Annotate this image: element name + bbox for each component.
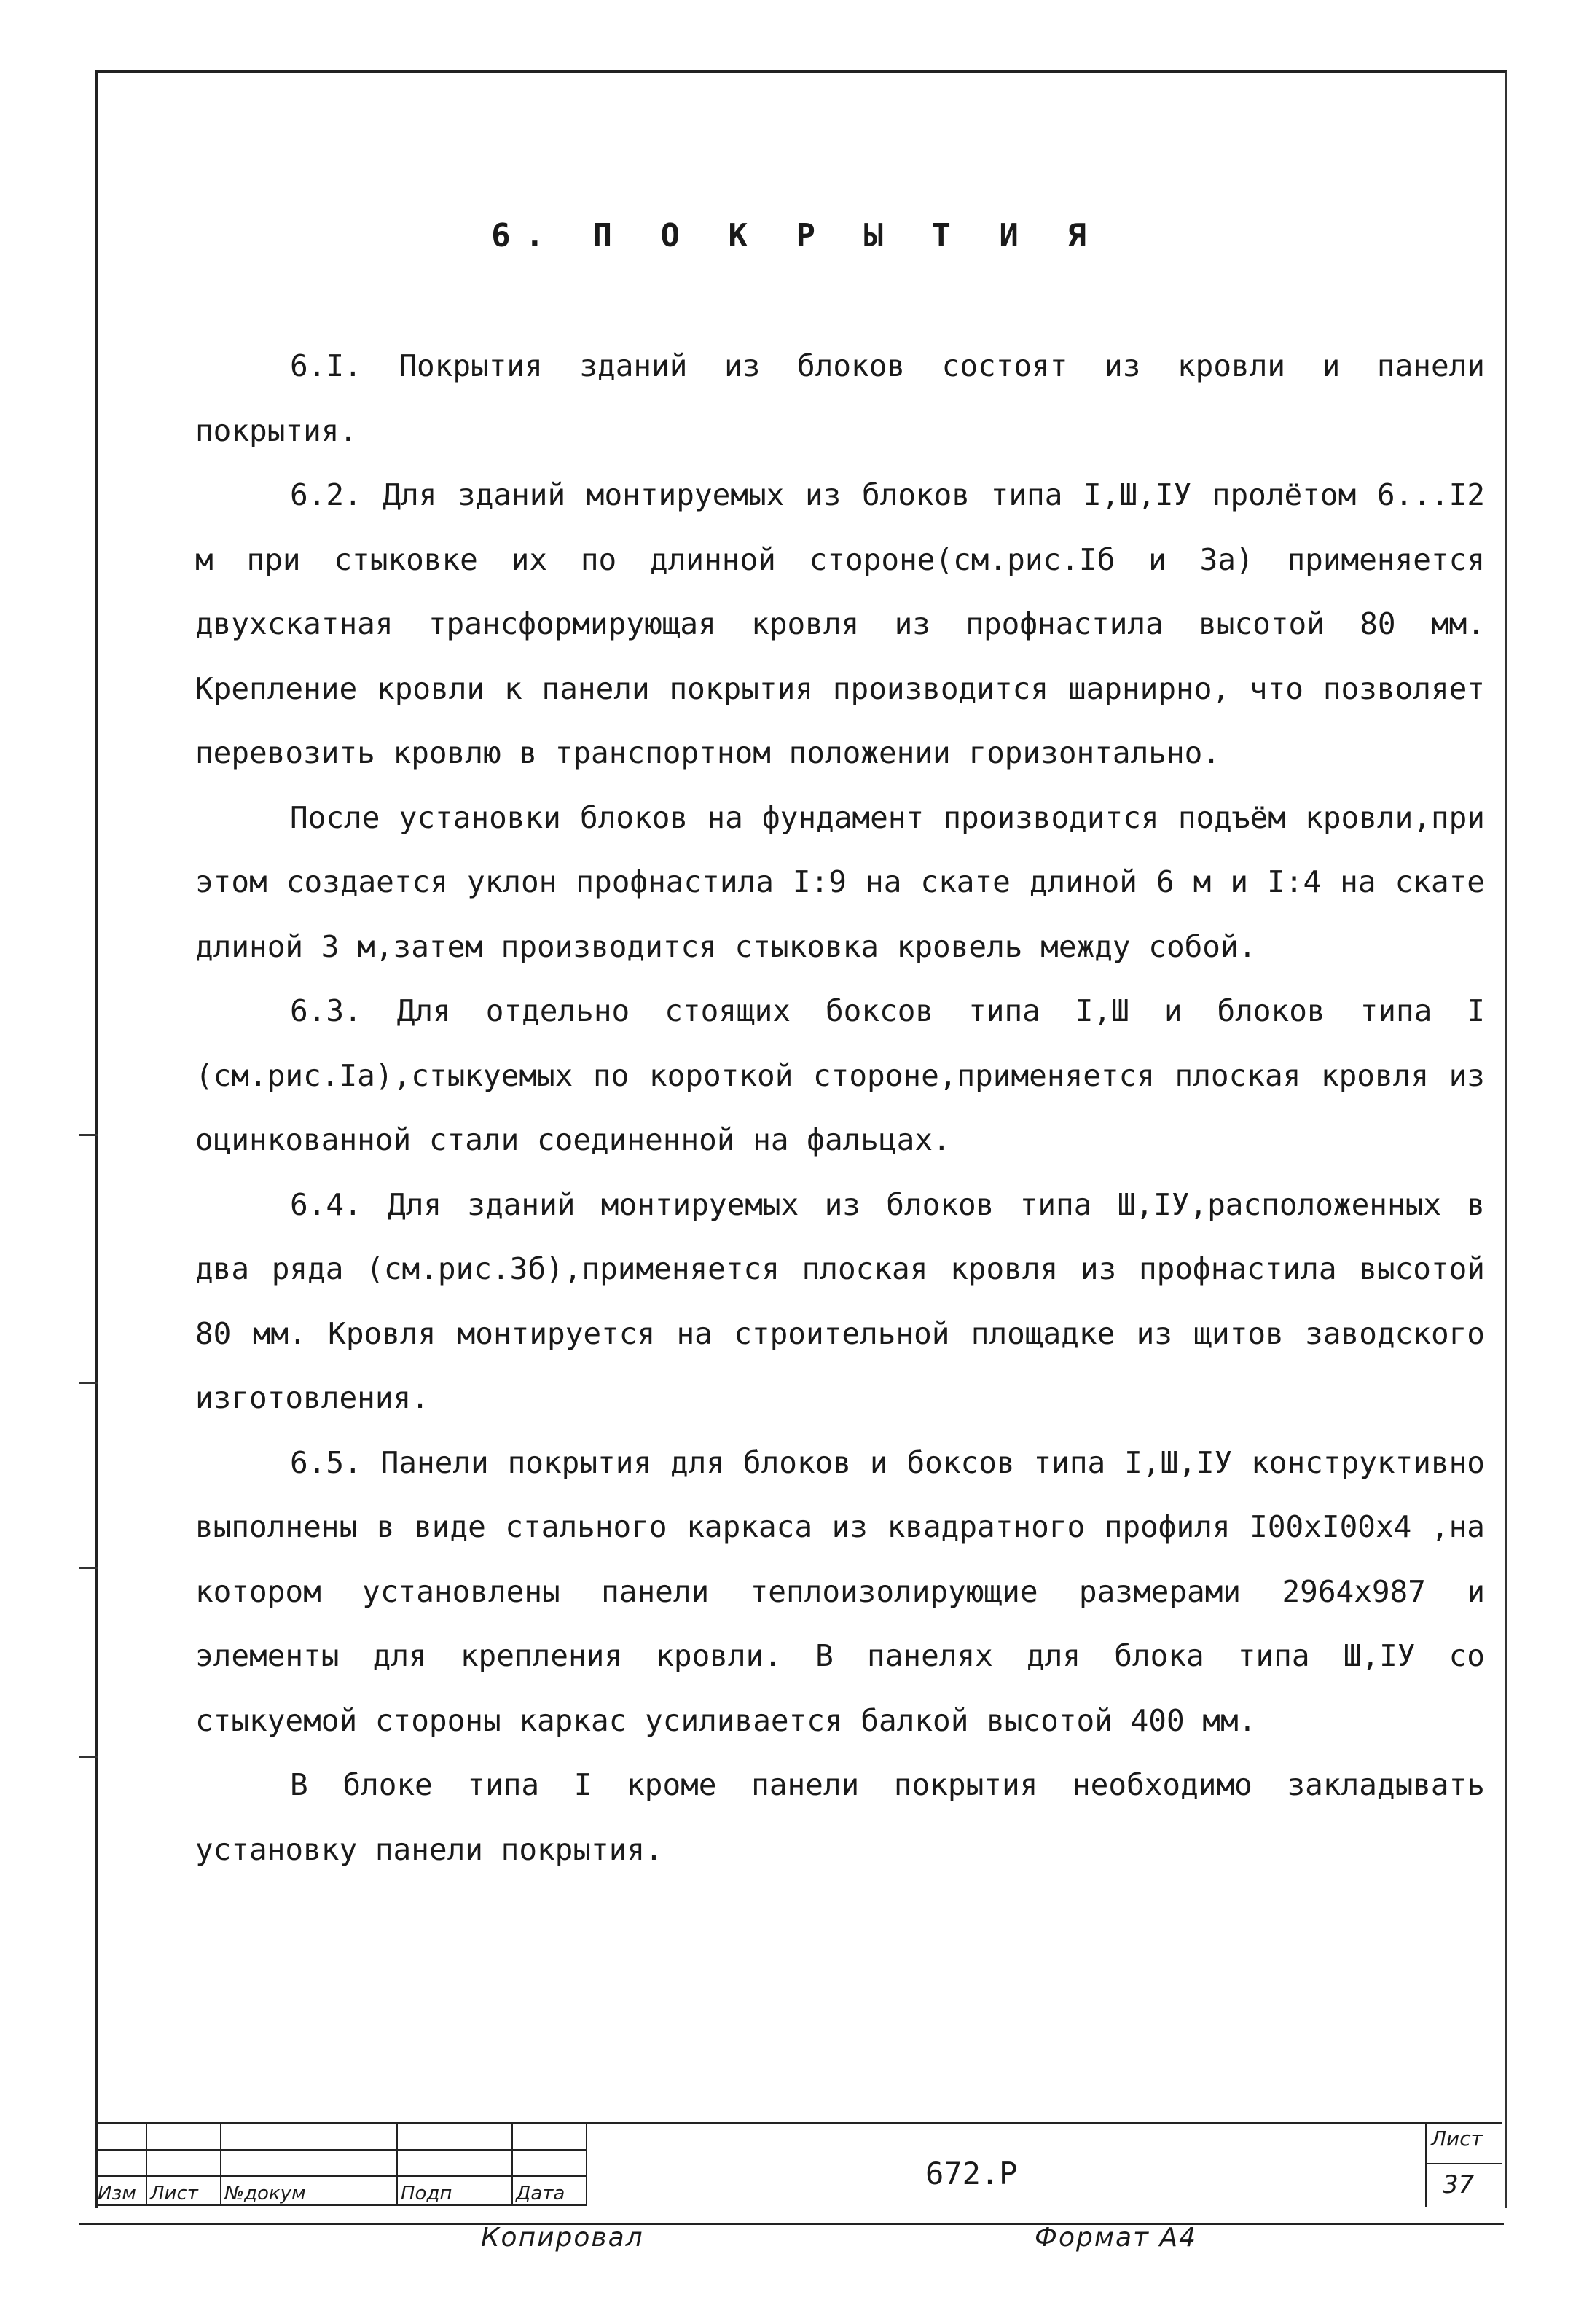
- title-block: [95, 2122, 1502, 2209]
- paragraph: 6.2. Для зданий монтируемых из блоков типа I,Ш,IУ пролётом 6...I2 м при стыковке их по длинной стороне(см.рис.Iб и 3а) применяется двухскатная трансформирующая кровля из профнастила высотой 80 мм. Крепление кровли к панели покрытия производится шарнирно, что позволяет перевозить кровлю в транспортном положении горизонтально.: [195, 477, 1485, 770]
- column-label: Дата: [512, 2176, 587, 2205]
- revision-table: [95, 2124, 587, 2206]
- column-label: Подп: [397, 2176, 512, 2205]
- column-label: Изм: [95, 2176, 146, 2205]
- section-heading: 6. П О К Р Ы Т И Я: [491, 217, 1101, 254]
- paper-format: Формат А4: [1035, 2223, 1198, 2253]
- paragraph: После установки блоков на фундамент производится подъём кровли,при этом создается уклон профнастила I:9 на скате длиной 6 м и I:4 на скате длиной 3 м,затем производится стыковка кровель между собой.: [195, 799, 1485, 964]
- paragraph: 6.I. Покрытия зданий из блоков состоят из кровли и панели покрытия.: [195, 348, 1485, 448]
- paragraph: В блоке типа I кроме панели покрытия необходимо закладывать установку панели покрытия.: [195, 1767, 1485, 1867]
- sheet-box: [1425, 2122, 1502, 2207]
- margin-tick: [79, 1382, 98, 1384]
- paragraph: 6.5. Панели покрытия для блоков и боксов типа I,Ш,IУ конструктивно выполнены в виде стального каркаса из квадратного профиля I00xI00x4 ,на котором установлены панели теплоизолирующие размерами 2964x987 и элементы для крепления кровли. В панелях для блока типа Ш,IУ со стыкуемой стороны каркас усиливается балкой высотой 400 мм.: [195, 1444, 1485, 1738]
- paragraph: 6.4. Для зданий монтируемых из блоков типа Ш,IУ,расположенных в два ряда (см.рис.3б),применяется плоская кровля из профнастила высотой 80 мм. Кровля монтируется на строительной площадке из щитов заводского изготовления.: [195, 1186, 1485, 1415]
- copied-by: Копировал: [481, 2223, 644, 2253]
- sheet-label: Лист: [1431, 2127, 1483, 2151]
- document-code: 672.Р: [925, 2156, 1018, 2191]
- sheet-divider: [1427, 2163, 1502, 2164]
- paragraph: 6.3. Для отдельно стоящих боксов типа I,Ш и блоков типа I (см.рис.Iа),стыкуемых по короткой стороне,применяется плоская кровля из оцинкованной стали соединенной на фальцах.: [195, 993, 1485, 1157]
- margin-tick: [79, 1134, 98, 1136]
- sheet-number: 37: [1443, 2170, 1475, 2199]
- margin-tick: [79, 1756, 98, 1758]
- column-label: №докум: [221, 2176, 397, 2205]
- document-body: [195, 334, 1485, 1882]
- column-label: Лист: [146, 2176, 221, 2205]
- margin-tick: [79, 1567, 98, 1569]
- bottom-rule: [79, 2223, 1504, 2225]
